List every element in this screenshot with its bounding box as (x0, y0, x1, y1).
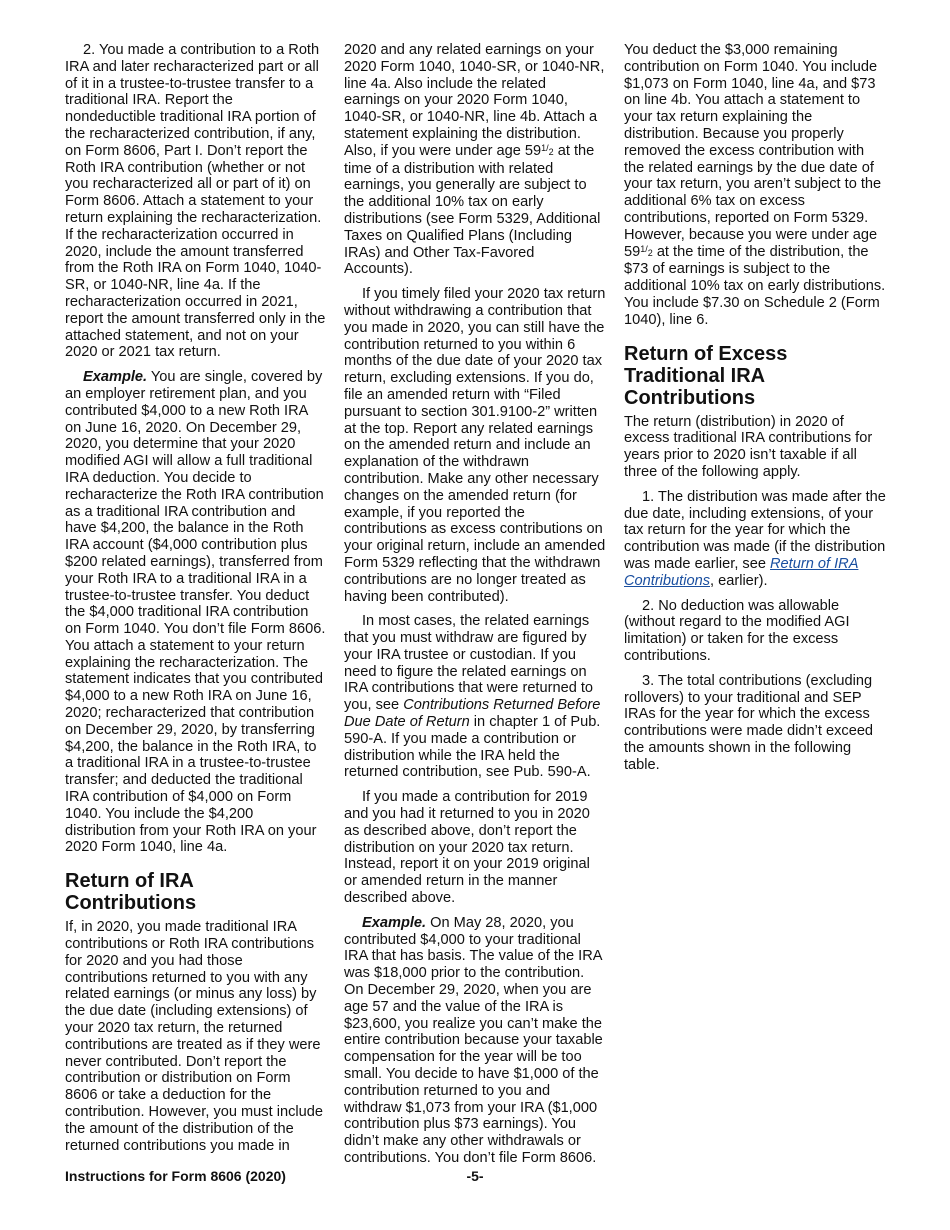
column-left (65, 42, 327, 1162)
text-part: In most cases, the related earnings that you must withdraw are figured by your IRA trustee or custodian. If you need to figure the related earnings on IRA contributions that were returned to you, see (344, 613, 594, 714)
heading-return-of-ira-contributions: Return of IRA Contributions (65, 870, 197, 915)
link-return-of-ira-contributions[interactable]: Return of IRA Contributions (624, 555, 859, 589)
paragraph-example-traditional (344, 915, 606, 1167)
list-item-3: 3. The total contributions (excluding rollovers) to your traditional and SEP IRAs for the year for which the excess contributions were made didn’t exceed the amounts shown in the following table. (624, 672, 874, 773)
list-item-1 (624, 489, 886, 590)
paragraph-recharacterization: 2. You made a contribution to a Roth IRA and later recharacterized part or all of it in a trustee-to-trustee transfer to a traditional IRA. Report the nondeductible traditional IRA portion of the recharacterized contribution, if any, on Form 8606, Part I. Don’t report the Roth IRA contribution (whether or not you recharacterized all or part of it) on Form 8606. Attach a statement to your return explaining the recharacterization. If the recharacterization occurred in 2020, include the amount transferred from the Roth IRA on Form 1040, 1040-SR, or 1040-NR, line 4a. If the recharacterization occurred in 2021, report the amount transferred only in the attached statement, and not on your 2020 or 2021 tax return. (65, 42, 326, 361)
paragraph-contribution-2019: If you made a contribution for 2019 and you had it returned to you in 2020 as described above, don’t report the distribution on your 2020 tax return. Instead, report it on your 2019 original or amended return in the manner described above. (344, 789, 590, 907)
paragraph-excess-intro: The return (distribution) in 2020 of excess traditional IRA contributions for years prior to 2020 isn’t taxable if all three of the following apply. (624, 413, 873, 480)
paragraph-example-continued (624, 42, 886, 329)
paragraph-example-roth (65, 369, 327, 856)
example-label: Example. (362, 914, 427, 931)
list-item-2: 2. No deduction was allowable (without regard to the modified AGI limitation) or taken for the excess contributions. (624, 597, 850, 664)
example-text: You are single, covered by an employer retirement plan, and you contributed $4,000 to a new Roth IRA on June 16, 2020. On December 29, 2020, you determine that your 2020 modified AGI will allow a full traditional IRA deduction. You decide to recharacterize the Roth IRA contribution as a traditional IRA contribution and have $4,200, the balance in the Roth IRA account ($4,000 contribution plus $200 related earnings), transferred from your Roth IRA to a traditional IRA in a trustee-to-trustee transfer. You deduct the $4,000 traditional IRA contribution on Form 1040. You don’t file Form 8606. You attach a statement to your return explaining the recharacterization. The statement indicates that you contributed $4,000 to a new Roth IRA on June 16, 2020; recharacterized that contribution on December 29, 2020, by transferring $4,200, the balance in the Roth IRA, to a traditional IRA in a trustee-to-trustee transfer; and deducted the traditional IRA contribution of $4,000 on Form 1040. You include the $4,200 distribution from your Roth IRA on your 2020 Form 1040, line 4a. (65, 369, 326, 856)
fraction-sup: 1/ (541, 142, 549, 153)
column-middle (344, 42, 606, 1175)
text-part: in chapter 1 of Pub. 590-A. If you made a contribution or distribution while the IRA held the returned contribution, see Pub. 590-A. (344, 714, 601, 781)
text-part: 1. The distribution was made after the due date, including extensions, of your tax return for the year for which the contribution was made (if the distribution was made earlier, see (624, 488, 886, 572)
reference-title: Contributions Returned Before Due Date of Return (344, 697, 601, 731)
heading-return-of-excess-contributions: Return of Excess Traditional IRA Contributions (624, 342, 788, 409)
paragraph-returned-contributions: If, in 2020, you made traditional IRA contributions or Roth IRA contributions for 2020 and you had those contributions returned to you with any related earnings (or minus any loss) by the due date (including extensions) of your 2020 tax return, the returned contributions are treated as if they were never contributed. Don’t report the contribution or distribution on Form 8606 or take a deduction for the contribution. However, you must include the amount of the distribution of the returned contributions you made in (65, 919, 323, 1154)
footer-form-title: Instructions for Form 8606 (2020) (65, 1168, 286, 1184)
fraction-den: 2 (647, 247, 653, 258)
text-part: , earlier). (710, 572, 768, 589)
paragraph-related-earnings (344, 613, 606, 781)
fraction-sup: 1/ (640, 243, 648, 254)
paragraph-timely-filed: If you timely filed your 2020 tax return without withdrawing a contribution that you made in 2020, you can still have the contribution returned to you within 6 months of the due date of your 2020 tax return, excluding extensions. If you do, file an amended return with “Filed pursuant to section 301.9100-2” written at the top. Report any related earnings on the amended return and include an explanation of the withdrawn contribution. Make any other necessary changes on the amended return (for example, if you reported the contributions as excess contributions on your original return, include an amended Form 5329 reflecting that the withdrawn contributions are no longer treated as having been contributed). (344, 286, 606, 605)
example-text: On May 28, 2020, you contributed $4,000 to your traditional IRA that has basis. The value of the IRA was $18,000 prior to the contribution. On December 29, 2020, when you are age 57 and the value of the IRA is $23,600, you realize you can’t make the entire contribution because your taxable compensation for the year will be too small. You decide to have $1,000 of the contribution returned to you and withdraw $1,073 from your IRA ($1,000 contribution plus $73 earnings). You didn’t make any other withdrawals or contributions. You don’t file Form 8606. (344, 914, 603, 1166)
text-part: 2020 and any related earnings on your 2020 Form 1040, 1040-SR, or 1040-NR, line 4a. Also include the related earnings on your 2020 Form 1040, 1040-SR, or 1040-NR, line 4b. Attach a statement explaining the distribution. Also, if you were under age 59 (344, 42, 605, 159)
footer-page-number: -5- (466, 1168, 484, 1184)
text-part: at the time of the distribution, the $73 of earnings is subject to the additional 10% tax on early distributions. You include $7.30 on Schedule 2 (Form 1040), line 6. (624, 243, 886, 328)
text-part: You deduct the $3,000 remaining contribution on Form 1040. You include $1,073 on Form 1040, line 4a, and $73 on line 4b. You attach a statement to your tax return explaining the distribution. Because you properly removed the excess contribution with the related earnings by the due date of your tax return, you aren’t subject to the additional 6% tax on excess contributions, reported on Form 5329. However, because you were under age 59 (624, 42, 882, 260)
paragraph-continued-distribution (344, 42, 606, 278)
column-right (624, 42, 886, 781)
text-part: at the time of a distribution with related earnings, you generally are subject to the additional 10% tax on early distributions (see Form 5329, Additional Taxes on Qualified Plans (Including IRAs) and Other Tax-Favored Accounts). (344, 142, 601, 278)
example-label: Example. (83, 369, 148, 386)
fraction-den: 2 (548, 146, 554, 157)
